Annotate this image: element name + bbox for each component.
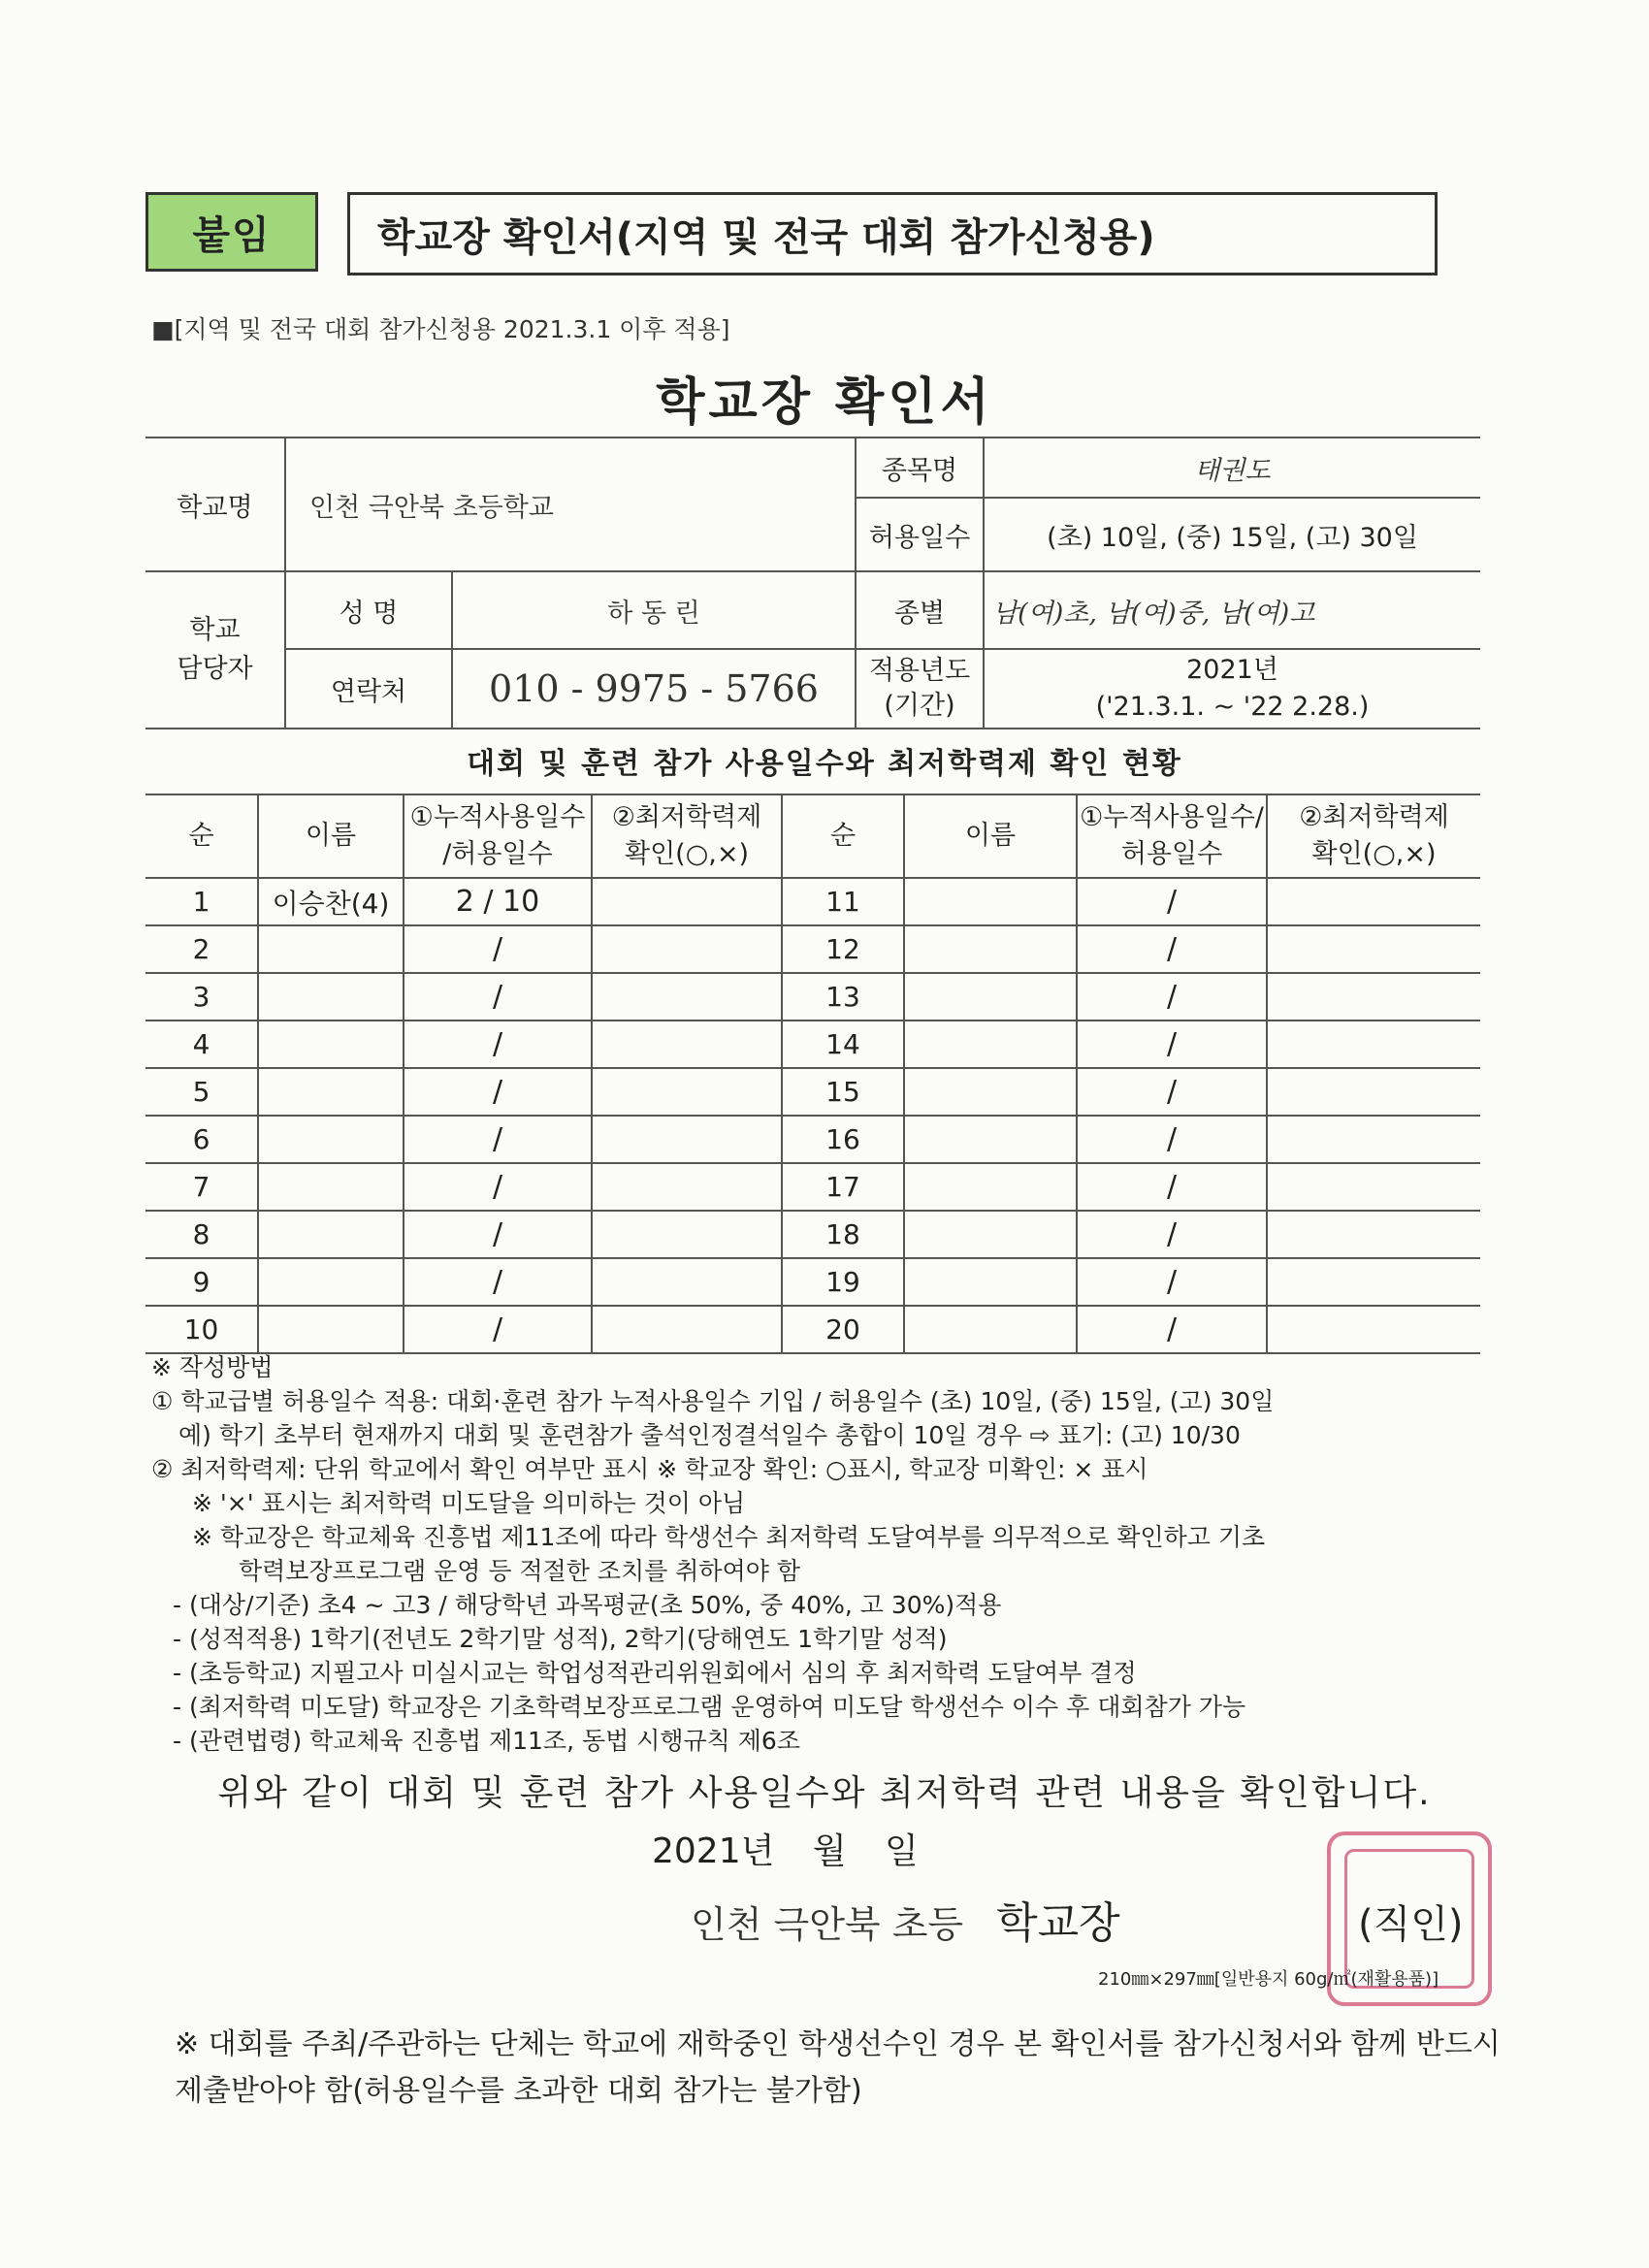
days-cell-2: / (1077, 973, 1267, 1021)
signer-title: 학교장 (996, 1898, 1120, 1948)
contact-field: 010 - 9975 - 5766 (452, 649, 856, 729)
no-cell-2: 20 (782, 1306, 904, 1353)
days-cell: / (404, 1306, 592, 1353)
name-cell (258, 1068, 404, 1116)
days-cell: / (404, 1211, 592, 1258)
check-cell-2 (1267, 1163, 1480, 1211)
check-cell (592, 925, 782, 973)
check-cell (592, 1163, 782, 1211)
header-check-2: ②최저학력제 확인(○,×) (1267, 794, 1480, 878)
school-name-field: 인천 극안북 초등학교 (285, 437, 856, 571)
check-cell (592, 1068, 782, 1116)
days-cell-2: / (1077, 925, 1267, 973)
instruction-line: - (최저학력 미도달) 학교장은 기초학력보장프로그램 운영하여 미도달 학생선수 이수 후 대회참가 가능 (173, 1693, 1246, 1721)
applicability-note: ■[지역 및 전국 대회 참가신청용 2021.3.1 이후 적용] (151, 315, 730, 343)
table-row (146, 878, 1480, 925)
header-check: ②최저학력제 확인(○,×) (592, 794, 782, 878)
instruction-line: ※ 학교장은 학교체육 진흥법 제11조에 따라 학생선수 최저학력 도달여부를 의무적으로 확인하고 기초 (192, 1523, 1266, 1551)
instruction-line: - (대상/기준) 초4 ~ 고3 / 해당학년 과목평균(초 50%, 중 40%, 고 30%)적용 (173, 1591, 1002, 1619)
signer-school: 인천 극안북 초등 (691, 1903, 964, 1946)
check-cell-2 (1267, 1306, 1480, 1353)
header-no-2: 순 (782, 794, 904, 878)
table-row (146, 1211, 1480, 1258)
table-row (146, 925, 1480, 973)
check-cell-2 (1267, 1211, 1480, 1258)
days-cell-2: / (1077, 1211, 1267, 1258)
no-cell-2: 18 (782, 1211, 904, 1258)
name-cell-2 (904, 1116, 1077, 1163)
days-cell: / (404, 973, 592, 1021)
no-cell-2: 16 (782, 1116, 904, 1163)
check-cell-2 (1267, 1068, 1480, 1116)
instruction-line: - (성적적용) 1학기(전년도 2학기말 성적), 2학기(당해연도 1학기말 성적) (173, 1625, 948, 1653)
header-days-2: ①누적사용일수/ 허용일수 (1077, 794, 1267, 878)
days-cell-2: / (1077, 1306, 1267, 1353)
days-cell: / (404, 1068, 592, 1116)
name-cell (258, 1116, 404, 1163)
roster-body (146, 878, 1480, 1353)
name-cell (258, 1163, 404, 1211)
name-cell-2 (904, 1211, 1077, 1258)
gender-field: 남(여)초, 남(여)중, 남(여)고 (984, 571, 1480, 649)
days-cell: / (404, 1116, 592, 1163)
no-cell: 8 (146, 1211, 258, 1258)
period-value: ('21.3.1. ~ '22 2.28.) (1095, 692, 1370, 722)
attachment-tag: 붙임 (146, 192, 318, 272)
paper-spec: 210㎜×297㎜[일반용지 60g/㎡(재활용품)] (1098, 1969, 1439, 1990)
document-heading: 학교장 확인서(지역 및 전국 대회 참가신청용) (347, 192, 1438, 275)
header-name: 이름 (258, 794, 404, 878)
name-label: 성 명 (285, 571, 452, 649)
instruction-line: 학력보장프로그램 운영 등 적절한 조치를 취하여야 함 (239, 1557, 800, 1585)
no-cell: 2 (146, 925, 258, 973)
days-cell-2: / (1077, 1258, 1267, 1306)
allowed-days-label: 허용일수 (856, 498, 984, 571)
header-no: 순 (146, 794, 258, 878)
info-table (146, 437, 1480, 729)
table-row (146, 1306, 1480, 1353)
name-cell-2 (904, 1068, 1077, 1116)
no-cell-2: 12 (782, 925, 904, 973)
days-cell-2: / (1077, 878, 1267, 925)
signer-line (691, 1888, 1120, 1950)
name-cell (258, 1211, 404, 1258)
year-label: 적용년도 (기간) (856, 649, 984, 729)
event-field: 태권도 (984, 437, 1480, 498)
check-cell-2 (1267, 925, 1480, 973)
instructions (151, 1350, 1490, 1758)
instruction-line: - (초등학교) 지필고사 미실시교는 학업성적관리위원회에서 심의 후 최저학력 도달여부 결정 (173, 1659, 1137, 1687)
manager-label: 학교 담당자 (146, 571, 285, 729)
name-cell (258, 925, 404, 973)
instruction-line: ① 학교급별 허용일수 적용: 대회·훈련 참가 누적사용일수 기입 / 허용일수 (초) 10일, (중) 15일, (고) 30일 (151, 1387, 1275, 1415)
name-cell-2 (904, 1163, 1077, 1211)
year-value: 2021년 (1186, 655, 1278, 685)
no-cell: 3 (146, 973, 258, 1021)
name-cell-2 (904, 1258, 1077, 1306)
no-cell: 1 (146, 878, 258, 925)
no-cell: 10 (146, 1306, 258, 1353)
no-cell-2: 14 (782, 1021, 904, 1068)
instruction-line: ※ '×' 표시는 최저학력 미도달을 의미하는 것이 아님 (192, 1489, 746, 1517)
days-cell-2: / (1077, 1116, 1267, 1163)
instructions-heading: ※ 작성방법 (151, 1353, 274, 1381)
no-cell-2: 11 (782, 878, 904, 925)
check-cell-2 (1267, 1258, 1480, 1306)
days-cell: / (404, 1163, 592, 1211)
table-row (146, 973, 1480, 1021)
allowed-days-field: (초) 10일, (중) 15일, (고) 30일 (984, 498, 1480, 571)
confirmation-statement: 위와 같이 대회 및 훈련 참가 사용일수와 최저학력 관련 내용을 확인합니다. (217, 1773, 1432, 1813)
name-cell-2 (904, 973, 1077, 1021)
name-cell (258, 1306, 404, 1353)
check-cell-2 (1267, 973, 1480, 1021)
roster-table (146, 794, 1480, 1354)
name-cell-2 (904, 925, 1077, 973)
instruction-line: 예) 학기 초부터 현재까지 대회 및 훈련참가 출석인정결석일수 총합이 10일 경우 ⇨ 표기: (고) 10/30 (178, 1421, 1241, 1449)
name-cell (258, 1258, 404, 1306)
check-cell (592, 1258, 782, 1306)
table-row (146, 1258, 1480, 1306)
no-cell-2: 17 (782, 1163, 904, 1211)
name-cell (258, 1021, 404, 1068)
check-cell (592, 878, 782, 925)
name-cell-2 (904, 1021, 1077, 1068)
status-title: 대회 및 훈련 참가 사용일수와 최저학력제 확인 현황 (467, 747, 1182, 781)
days-cell-2: / (1077, 1021, 1267, 1068)
days-cell: / (404, 925, 592, 973)
check-cell-2 (1267, 1021, 1480, 1068)
days-cell-2: / (1077, 1163, 1267, 1211)
days-cell-2: / (1077, 1068, 1267, 1116)
no-cell: 5 (146, 1068, 258, 1116)
no-cell: 9 (146, 1258, 258, 1306)
event-label: 종목명 (856, 437, 984, 498)
table-row (146, 1021, 1480, 1068)
header-days: ①누적사용일수 /허용일수 (404, 794, 592, 878)
days-cell: / (404, 1258, 592, 1306)
name-cell-2 (904, 878, 1077, 925)
name-cell (258, 973, 404, 1021)
instruction-line: - (관련법령) 학교체육 진흥법 제11조, 동법 시행규칙 제6조 (173, 1727, 800, 1755)
no-cell: 6 (146, 1116, 258, 1163)
name-field: 하 동 린 (452, 571, 856, 649)
table-row (146, 1068, 1480, 1116)
days-cell: 2 / 10 (404, 878, 592, 925)
instruction-line: ② 최저학력제: 단위 학교에서 확인 여부만 표시 ※ 학교장 확인: ○표시, 학교장 미확인: × 표시 (151, 1455, 1148, 1483)
check-cell (592, 1211, 782, 1258)
page-title: 학교장 확인서 (656, 373, 993, 432)
no-cell: 4 (146, 1021, 258, 1068)
seal-label: (직인) (1358, 1902, 1464, 1947)
table-row (146, 1163, 1480, 1211)
check-cell (592, 973, 782, 1021)
no-cell: 7 (146, 1163, 258, 1211)
check-cell (592, 1116, 782, 1163)
no-cell-2: 19 (782, 1258, 904, 1306)
table-row (146, 1116, 1480, 1163)
school-label: 학교명 (146, 437, 285, 571)
name-cell: 이승찬(4) (258, 878, 404, 925)
header-name-2: 이름 (904, 794, 1077, 878)
days-cell: / (404, 1021, 592, 1068)
year-field (984, 649, 1480, 729)
contact-label: 연락처 (285, 649, 452, 729)
footer-note: ※ 대회를 주최/주관하는 단체는 학교에 재학중인 학생선수인 경우 본 확인서를 참가신청서와 함께 반드시 제출받아야 함(허용일수를 초과한 대회 참가는 불가함) (175, 2027, 1501, 2108)
check-cell-2 (1267, 878, 1480, 925)
date-line: 2021년 월 일 (652, 1831, 919, 1871)
check-cell-2 (1267, 1116, 1480, 1163)
check-cell (592, 1306, 782, 1353)
check-cell (592, 1021, 782, 1068)
gender-label: 종별 (856, 571, 984, 649)
name-cell-2 (904, 1306, 1077, 1353)
no-cell-2: 13 (782, 973, 904, 1021)
no-cell-2: 15 (782, 1068, 904, 1116)
